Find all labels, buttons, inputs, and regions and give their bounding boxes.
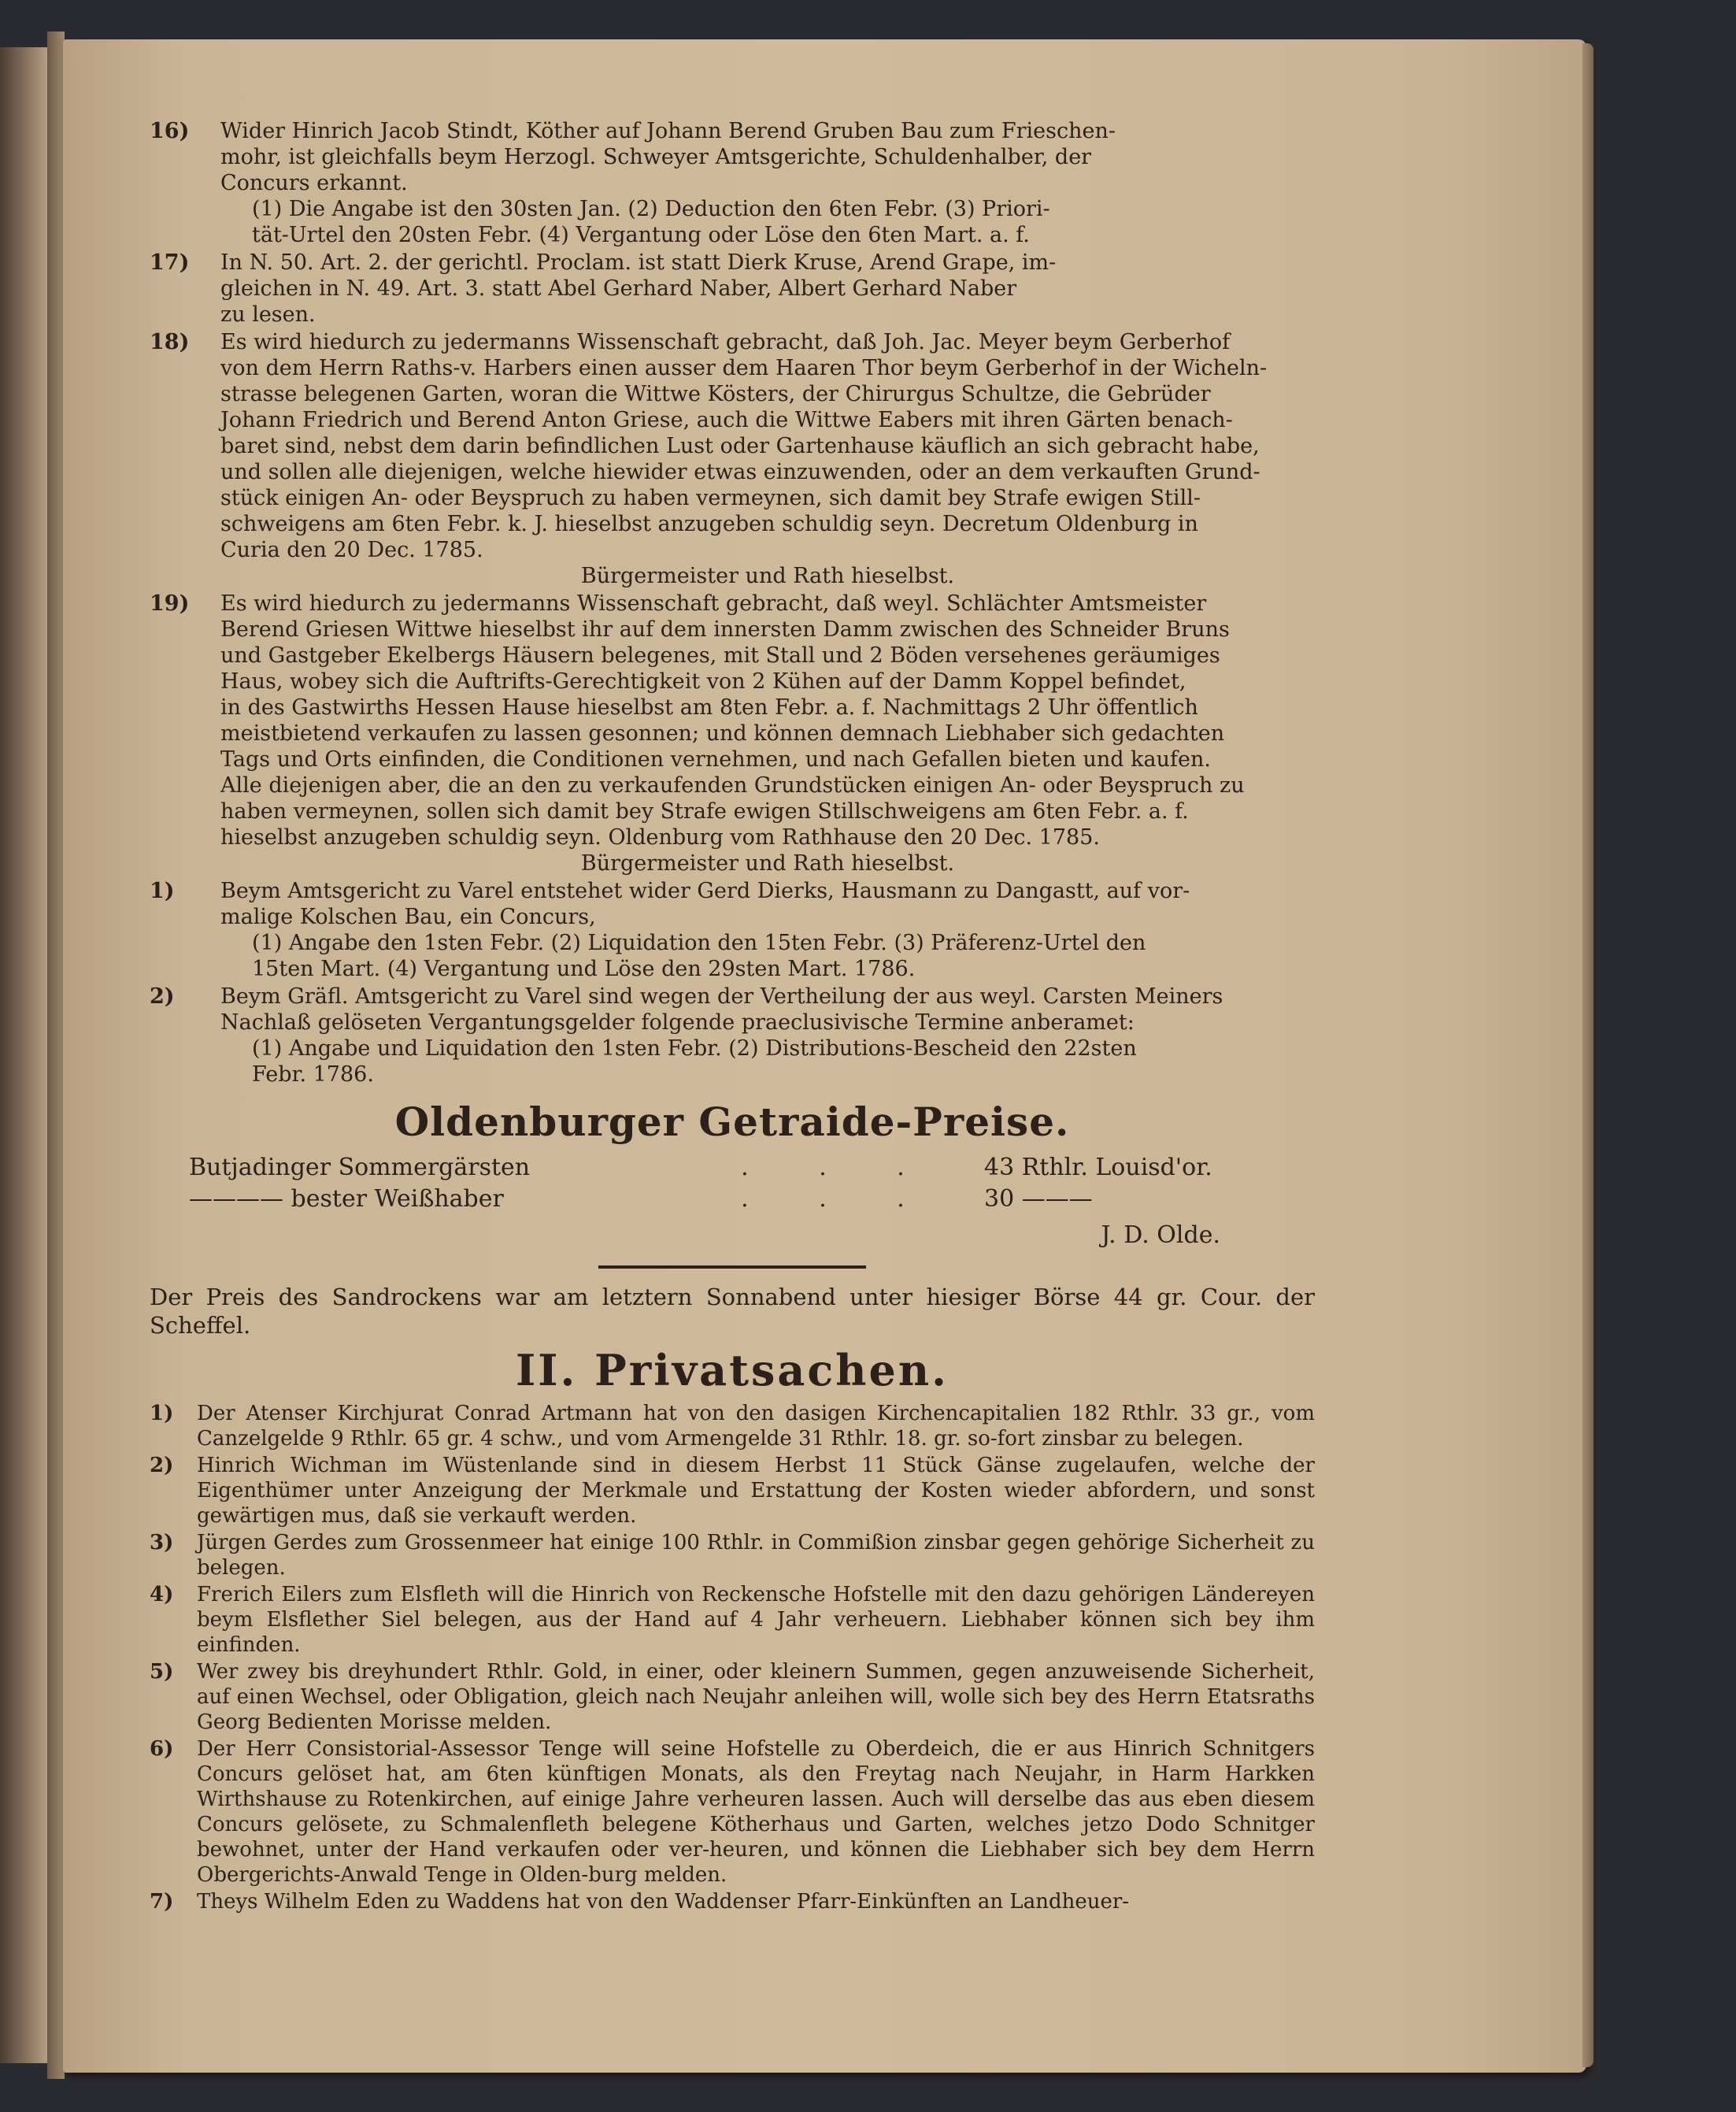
private-entry — [150, 1582, 1315, 1658]
entry-signature: Bürgermeister und Rath hieselbst. — [580, 564, 955, 588]
entry-number: 2) — [150, 1454, 174, 1477]
private-entry — [150, 1889, 1315, 1914]
entry-number: 6) — [150, 1737, 174, 1761]
entry-line: Es wird hiedurch zu jedermanns Wissenschaft gebracht, daß weyl. Schlächter Amtsmeister — [220, 591, 1207, 616]
page-edge — [1582, 43, 1593, 2067]
entry-subline: (1) Angabe und Liquidation den 1sten Febr. (2) Distributions-Bescheid den 22sten — [252, 1036, 1137, 1061]
entry-line: zu lesen. — [220, 302, 316, 327]
entry-line: und sollen alle diejenigen, welche hiewider etwas einzuwenden, oder an dem verkauften Grund- — [220, 460, 1260, 484]
entry-line: Alle diejenigen aber, die an den zu verkaufenden Grundstücken einigen An- oder Beyspruch zu — [220, 773, 1245, 798]
entry-text: Theys Wilhelm Eden zu Waddens hat von den Waddenser Pfarr-Einkünften an Landheuer- — [197, 1890, 1130, 1914]
entry-16 — [150, 118, 1315, 248]
entry-line: stück einigen An- oder Beyspruch zu haben vermeynen, sich damit bey Strafe ewigen Still- — [220, 486, 1201, 510]
entry-line: malige Kolschen Bau, ein Concurs, — [220, 905, 596, 929]
private-notices — [150, 1401, 1315, 1914]
section-divider — [598, 1265, 866, 1269]
entry-number: 19) — [150, 591, 190, 616]
entry-line: baret sind, nebst dem darin befindlichen Lust oder Gartenhause käuflich an sich gebracht habe, — [220, 434, 1260, 458]
entry-line: Es wird hiedurch zu jedermanns Wissenschaft gebracht, daß Joh. Jac. Meyer beym Gerberhof — [220, 330, 1231, 354]
entry-19 — [150, 591, 1315, 876]
entry-varel-2 — [150, 984, 1315, 1087]
entry-number: 18) — [150, 330, 190, 354]
entry-subline: Febr. 1786. — [252, 1062, 374, 1087]
price-dots: . . . — [741, 1154, 936, 1181]
entry-17 — [150, 250, 1315, 328]
entry-number: 16) — [150, 119, 190, 143]
book-gutter — [47, 31, 65, 2079]
section-2-heading: II. Privatsachen. — [516, 1345, 949, 1395]
left-page-edge — [0, 47, 49, 2063]
entry-line: und Gastgeber Ekelbergs Häusern belegenes, mit Stall und 2 Böden versehenes geräumiges — [220, 643, 1220, 668]
price-label: Butjadinger Sommergärsten — [189, 1154, 531, 1181]
entry-line: Tags und Orts einfinden, die Conditionen vernehmen, und nach Gefallen bieten und kaufen. — [220, 747, 1211, 772]
price-label: ———— bester Weißhaber — [189, 1185, 504, 1213]
entry-subline: tät-Urtel den 20sten Febr. (4) Vergantung oder Löse den 6ten Mart. a. f. — [252, 223, 1030, 247]
entry-text: Hinrich Wichman im Wüstenlande sind in diesem Herbst 11 Stück Gänse zugelaufen, welche der Eigenthümer unter Anzeigung der Merkmale und Erstattung der Kosten wieder abfordern, und sonst gewärtigen mus, daß sie verkauft werden. — [197, 1454, 1315, 1528]
entry-line: Beym Amtsgericht zu Varel entstehet wider Gerd Dierks, Hausmann zu Dangastt, auf vor- — [220, 879, 1190, 903]
entry-line: Wider Hinrich Jacob Stindt, Köther auf Johann Berend Gruben Bau zum Frieschen- — [220, 119, 1116, 143]
entry-line: Curia den 20 Dec. 1785. — [220, 538, 483, 562]
entry-text: Frerich Eilers zum Elsfleth will die Hinrich von Reckensche Hofstelle mit den dazu gehörigen Ländereyen beym Elsflether Siel belegen, aus der Hand auf 4 Jahr verheuern. Liebhaber können sich bey ihm einfinden. — [197, 1583, 1315, 1657]
entry-line: Nachlaß gelöseten Vergantungsgelder folgende praeclusivische Termine anberamet: — [220, 1010, 1135, 1035]
entry-subline: 15ten Mart. (4) Vergantung und Löse den 29sten Mart. 1786. — [252, 957, 916, 981]
entry-line: gleichen in N. 49. Art. 3. statt Abel Gerhard Naber, Albert Gerhard Naber — [220, 276, 1017, 301]
entry-text: Der Herr Consistorial-Assessor Tenge will seine Hofstelle zu Oberdeich, die er aus Hinrich Schnitgers Concurs gelöset hat, am 6ten künftigen Monats, als den Freytag nach Neujahr, in Harm Harkken Wirthshause zu Rotenkirchen, auf einige Jahre verheuren lassen. Auch will derselbe das aus eben diesem Concurs gelösete, zu Schmalenfleth belegene Kötherhaus und Garten, welches jetzo Dodo Schnitger bewohnet, unter der Hand verkaufen oder ver-heuren, und können die Liebhaber sich bey dem Herrn Obergerichts-Anwald Tenge in Olden-burg melden. — [197, 1737, 1315, 1887]
prices-signer: J. D. Olde. — [1101, 1221, 1220, 1249]
entry-number: 4) — [150, 1583, 174, 1606]
entry-line: Haus, wobey sich die Auftrifts-Gerechtigkeit von 2 Kühen auf der Damm Koppel befindet, — [220, 669, 1186, 694]
entry-text: Wer zwey bis dreyhundert Rthlr. Gold, in einer, oder kleinern Summen, gegen anzuweisende Sicherheit, auf einen Wechsel, oder Obligation, gleich nach Neujahr anleihen will, wolle sich bey des Herrn Etatsraths Georg Bedienten Morisse melden. — [197, 1660, 1315, 1734]
page-content — [150, 118, 1315, 1916]
price-dots: . . . — [741, 1185, 936, 1213]
entry-18 — [150, 329, 1315, 589]
entry-number: 1) — [150, 879, 175, 903]
entry-line: Beym Gräfl. Amtsgericht zu Varel sind wegen der Vertheilung der aus weyl. Carsten Meiners — [220, 984, 1223, 1009]
entry-number: 5) — [150, 1660, 174, 1684]
entry-number: 7) — [150, 1890, 174, 1914]
entry-line: in des Gastwirths Hessen Hause hieselbst am 8ten Febr. a. f. Nachmittags 2 Uhr öffentlich — [220, 695, 1198, 720]
entry-line: Concurs erkannt. — [220, 171, 408, 195]
entry-line: mohr, ist gleichfalls beym Herzogl. Schweyer Amtsgerichte, Schuldenhalber, der — [220, 145, 1092, 169]
entry-line: strasse belegenen Garten, woran die Wittwe Kösters, der Chirurgus Schultze, die Gebrüder — [220, 382, 1211, 406]
entry-text: Jürgen Gerdes zum Grossenmeer hat einige 100 Rthlr. in Commißion zinsbar gegen gehörige Sicherheit zu belegen. — [197, 1531, 1315, 1580]
entry-number: 3) — [150, 1531, 174, 1554]
price-value: 30 ——— — [984, 1185, 1093, 1213]
entry-text: Der Atenser Kirchjurat Conrad Artmann hat von den dasigen Kirchencapitalien 182 Rthlr. 33 gr., vom Canzelgelde 9 Rthlr. 65 gr. 4 schw., und vom Armengelde 31 Rthlr. 18. gr. so-fort zinsbar zu belegen. — [197, 1402, 1315, 1451]
entry-line: meistbietend verkaufen zu lassen gesonnen; und können demnach Liebhaber sich gedachten — [220, 721, 1225, 746]
price-row — [150, 1152, 1315, 1184]
private-entry — [150, 1659, 1315, 1735]
private-entry — [150, 1401, 1315, 1451]
price-row — [150, 1184, 1315, 1215]
entry-line: von dem Herrn Raths-v. Harbers einen ausser dem Haaren Thor beym Gerberhof in der Wicheln- — [220, 356, 1268, 380]
private-entry — [150, 1530, 1315, 1580]
entry-signature: Bürgermeister und Rath hieselbst. — [580, 851, 955, 876]
entry-line: Berend Griesen Wittwe hieselbst ihr auf dem innersten Damm zwischen des Schneider Bruns — [220, 617, 1230, 642]
entry-line: schweigens am 6ten Febr. k. J. hieselbst anzugeben schuldig seyn. Decretum Oldenburg in — [220, 512, 1198, 536]
entry-line: haben vermeynen, sollen sich damit bey Strafe ewigen Stillschweigens am 6ten Febr. a. f. — [220, 799, 1189, 824]
private-entry — [150, 1453, 1315, 1528]
prices-heading: Oldenburger Getraide-Preise. — [394, 1099, 1070, 1145]
entry-number: 17) — [150, 250, 190, 275]
entry-number: 2) — [150, 984, 175, 1009]
sandrocken-note: Der Preis des Sandrockens war am letztern Sonnabend unter hiesiger Börse 44 gr. Cour. der Scheffel. — [150, 1284, 1315, 1339]
private-entry — [150, 1736, 1315, 1888]
entry-varel-1 — [150, 878, 1315, 982]
entry-subline: (1) Die Angabe ist den 30sten Jan. (2) Deduction den 6ten Febr. (3) Priori- — [252, 197, 1050, 221]
entry-line: In N. 50. Art. 2. der gerichtl. Proclam. ist statt Dierk Kruse, Arend Grape, im- — [220, 250, 1057, 275]
entry-line: Johann Friedrich und Berend Anton Griese, auch die Wittwe Eabers mit ihren Gärten benach- — [220, 408, 1233, 432]
entry-number: 1) — [150, 1402, 174, 1425]
entry-line: hieselbst anzugeben schuldig seyn. Oldenburg vom Rathhause den 20 Dec. 1785. — [220, 825, 1100, 850]
entry-subline: (1) Angabe den 1sten Febr. (2) Liquidation den 15ten Febr. (3) Präferenz-Urtel den — [252, 931, 1146, 955]
price-value: 43 Rthlr. Louisd'or. — [984, 1154, 1212, 1181]
